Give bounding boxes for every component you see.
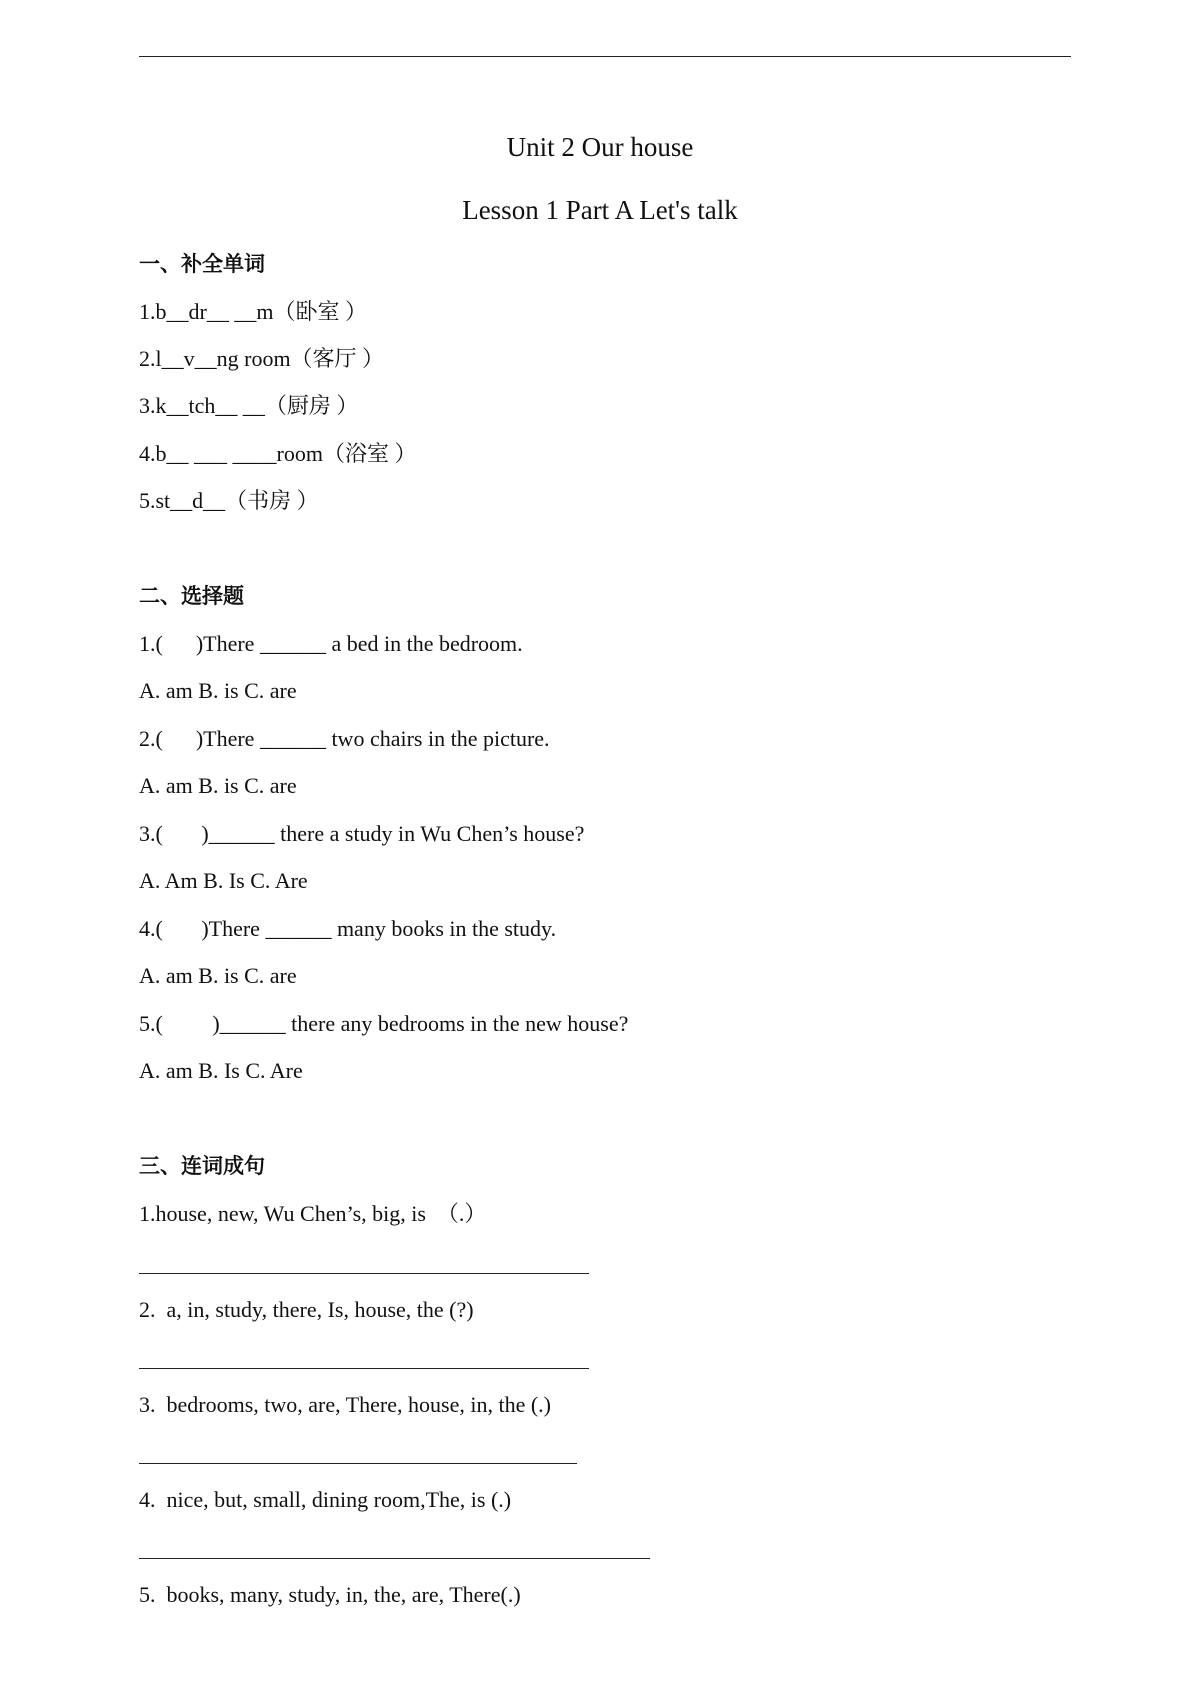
section2-heading: 二、选择题 [139,584,244,608]
section1-heading: 一、补全单词 [139,252,265,276]
header-rule [139,56,1071,57]
sentence-item-5: 5. books, many, study, in, the, are, There(.) [139,1582,521,1607]
word-item-3: 3.k__tch__ __（厨房 ） [139,393,359,418]
sentence-item-2: 2. a, in, study, there, Is, house, the (?) [139,1297,474,1322]
choice-question-3: 3.( )______ there a study in Wu Chen’s house? [139,821,585,846]
choice-options-5: A. am B. Is C. Are [139,1058,303,1083]
word-item-5: 5.st__d__（书房 ） [139,488,319,513]
choice-question-2: 2.( )There ______ two chairs in the picture. [139,726,550,751]
choice-options-2: A. am B. is C. are [139,773,297,798]
choice-options-3: A. Am B. Is C. Are [139,868,308,893]
sentence-item-1: 1.house, new, Wu Chen’s, big, is （.） [139,1201,487,1226]
answer-line-3[interactable] [139,1463,577,1464]
page-subtitle: Lesson 1 Part A Let's talk [462,195,738,225]
section3-heading: 三、连词成句 [139,1154,265,1178]
sentence-item-4: 4. nice, but, small, dining room,The, is (.) [139,1487,512,1512]
word-item-1: 1.b__dr__ __m（卧室 ） [139,299,367,324]
answer-line-2[interactable] [139,1368,589,1369]
word-item-4: 4.b__ ___ ____room（浴室 ） [139,441,417,466]
answer-line-4[interactable] [139,1558,650,1559]
choice-question-1: 1.( )There ______ a bed in the bedroom. [139,631,523,656]
choice-question-5: 5.( )______ there any bedrooms in the new house? [139,1011,629,1036]
sentence-item-3: 3. bedrooms, two, are, There, house, in, the (.) [139,1392,551,1417]
answer-line-1[interactable] [139,1273,589,1274]
choice-question-4: 4.( )There ______ many books in the study. [139,916,557,941]
choice-options-1: A. am B. is C. are [139,678,297,703]
choice-options-4: A. am B. is C. are [139,963,297,988]
page-title: Unit 2 Our house [506,132,694,162]
word-item-2: 2.l__v__ng room（客厅 ） [139,346,385,371]
